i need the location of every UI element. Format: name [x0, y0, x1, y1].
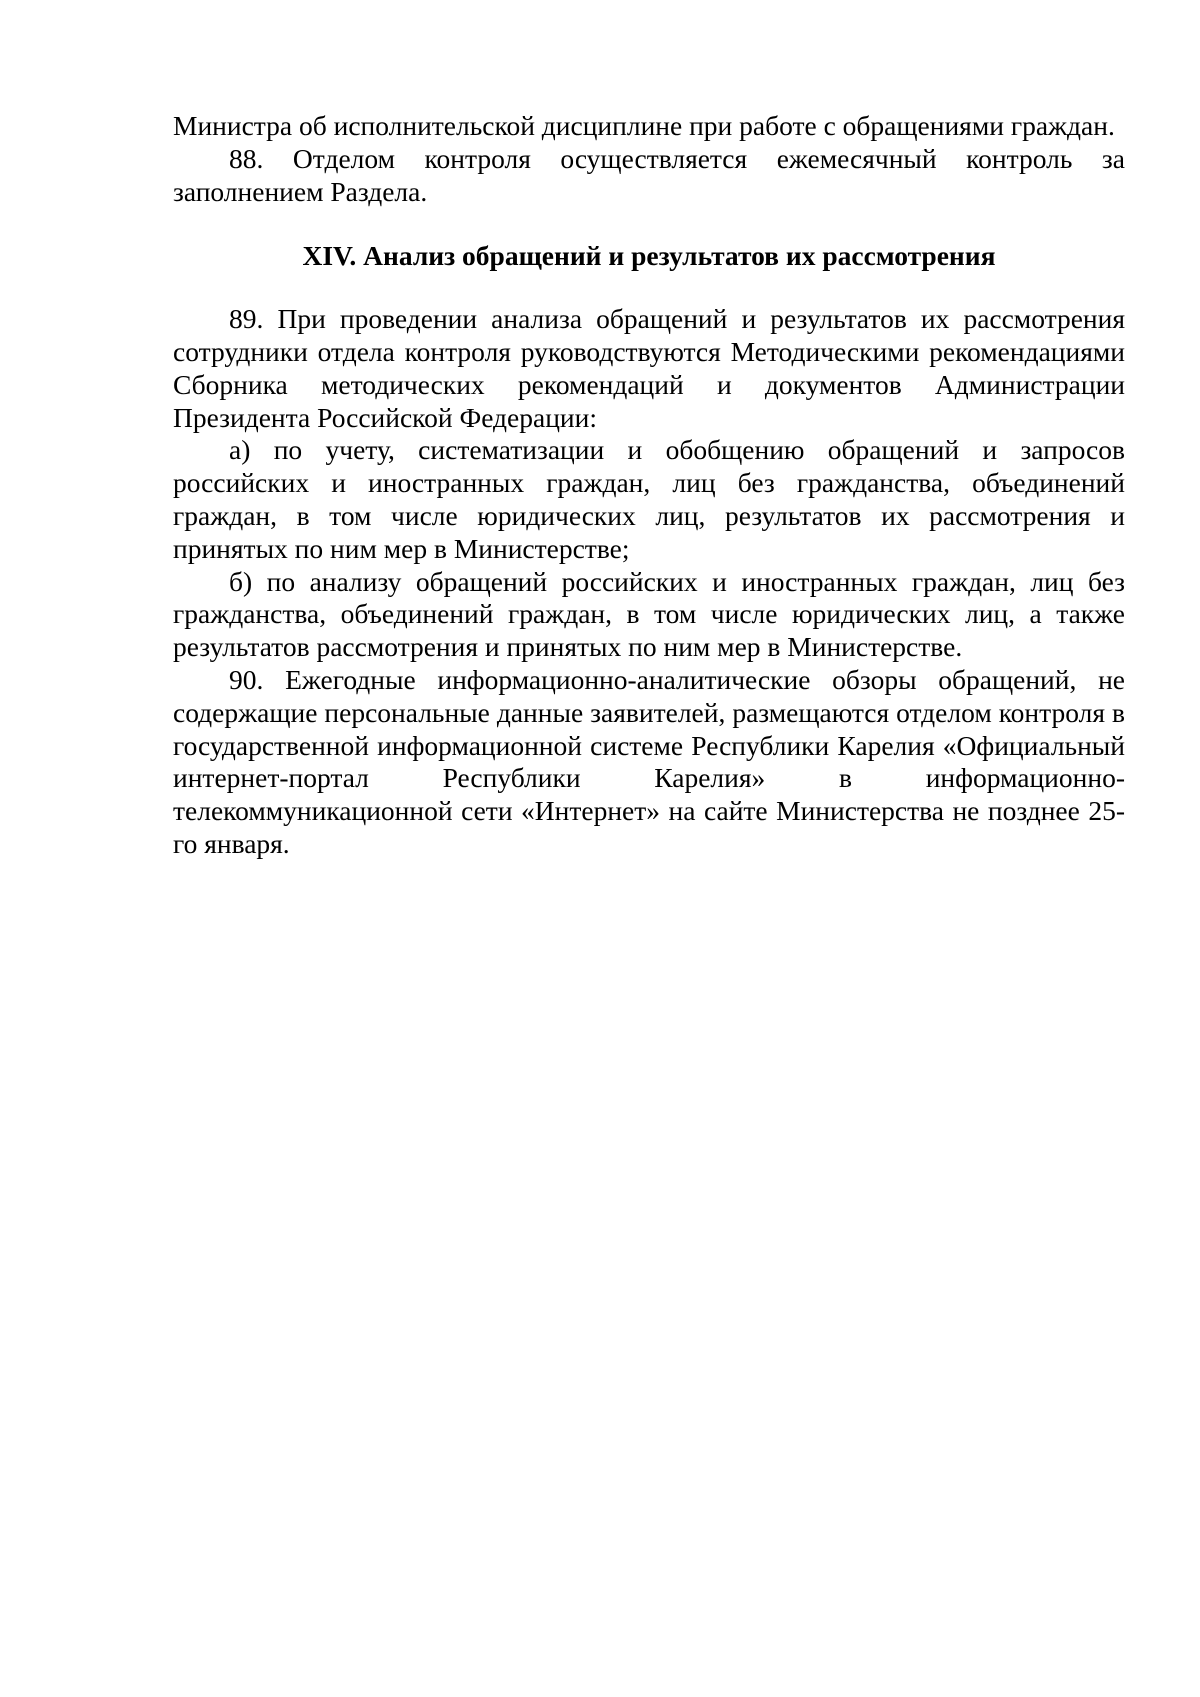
paragraph-88: 88. Отделом контроля осуществляется ежемесячный контроль за заполнением Раздела.: [173, 142, 1125, 207]
paragraph-89-a: а) по учету, систематизации и обобщению обращений и запросов российских и иностранных граждан, лиц без гражданства, объединений граждан, в том числе юридических лиц, результатов их рассмотрения и принятых по ним мер в Министерстве;: [173, 434, 1125, 564]
document-page: [173, 110, 1125, 861]
paragraph-continuation: Министра об исполнительской дисциплине при работе с обращениями граждан.: [173, 110, 1115, 141]
paragraph-89-b: б) по анализу обращений российских и иностранных граждан, лиц без гражданства, объединений граждан, в том числе юридических лиц, а также результатов рассмотрения и принятых по ним мер в Министерстве.: [173, 565, 1125, 663]
paragraph-89: 89. При проведении анализа обращений и результатов их рассмотрения сотрудники отдела контроля руководствуются Методическими рекомендациями Сборника методических рекомендаций и документов Администрации Президента Российской Федерации:: [173, 303, 1125, 433]
paragraph-90: 90. Ежегодные информационно-аналитические обзоры обращений, не содержащие персональные данные заявителей, размещаются отделом контроля в государственной информационной системе Республики Карелия «Официальный интернет-портал Республики Карелия» в информационно-телекоммуникационной сети «Интернет» на сайте Министерства не позднее 25-го января.: [173, 663, 1125, 859]
section-heading: XIV. Анализ обращений и результатов их рассмотрения: [302, 240, 996, 272]
